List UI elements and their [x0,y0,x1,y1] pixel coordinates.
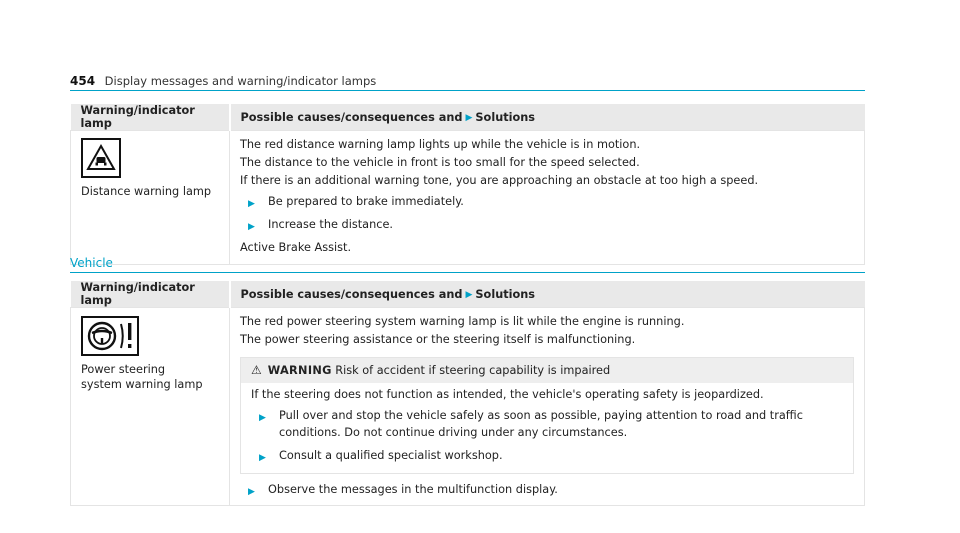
solution-step [240,217,854,234]
col2-header-pre: Possible causes/consequences and [240,110,463,124]
page-number: 454 [70,74,96,88]
col2-header-pre: Possible causes/consequences and [240,287,463,301]
footer-note: Active Brake Assist. [240,240,352,254]
cause-line: If there is an additional warning tone, you are approaching an obstacle at too high a speed. [240,173,759,187]
arrow-bullet-icon: ▶ [259,452,266,463]
arrow-bullet-icon: ▶ [259,412,266,423]
solutions-cell [230,131,865,265]
step-text: Increase the distance. [268,217,393,231]
step-text: Be prepared to brake immediately. [268,194,464,208]
warning-header [241,358,853,383]
cause-line: The distance to the vehicle in front is too small for the speed selected. [240,155,640,169]
col2-header [230,281,865,308]
solution-step [240,194,854,211]
warning-box [240,357,854,474]
col2-header [230,104,865,131]
distance-warning-table [70,104,865,265]
section-title: Vehicle [70,256,113,270]
warning-text: Risk of accident if steering capability is impaired [335,363,611,377]
col1-header: Warning/indicator lamp [71,104,230,131]
warning-triangle-icon: ⚠ [251,362,262,377]
solution-step [251,408,843,442]
solutions-cell [230,308,865,506]
arrow-right-icon: ▶ [465,289,473,300]
page-header [70,74,376,88]
step-text: Consult a qualified specialist workshop. [279,448,503,462]
cause-line: The red power steering system warning lamp is lit while the engine is running. [240,315,685,328]
distance-warning-lamp-icon [81,138,121,178]
solution-step [240,482,854,499]
arrow-bullet-icon: ▶ [248,198,255,209]
power-steering-lamp-icon [81,316,139,356]
lamp-label: Distance warning lamp [81,185,212,198]
page-title: Display messages and warning/indicator lamps [104,74,377,88]
power-steering-table [70,281,865,506]
cause-line: The red distance warning lamp lights up while the vehicle is in motion. [240,138,641,151]
warning-label: WARNING [267,363,332,377]
col2-header-post: Solutions [475,287,536,301]
step-text: Observe the messages in the multifunction display. [268,482,558,496]
warning-body-text: If the steering does not function as intended, the vehicle's operating safety is jeopardized. [251,387,764,401]
solution-step [251,448,843,465]
header-rule [70,90,865,91]
cause-line: The power steering assistance or the steering itself is malfunctioning. [240,332,636,346]
col1-header: Warning/indicator lamp [71,281,230,308]
step-text: Pull over and stop the vehicle safely as soon as possible, paying attention to road and traffic conditions. Do not continue driving under any circumstances. [279,408,803,439]
arrow-right-icon: ▶ [465,112,473,123]
warning-body [241,383,853,473]
lamp-label: Power steering system warning lamp [81,363,203,391]
col2-header-post: Solutions [475,110,536,124]
lamp-cell [71,308,230,506]
lamp-cell [71,131,230,265]
section-rule [70,272,865,273]
arrow-bullet-icon: ▶ [248,486,255,497]
arrow-bullet-icon: ▶ [248,221,255,232]
